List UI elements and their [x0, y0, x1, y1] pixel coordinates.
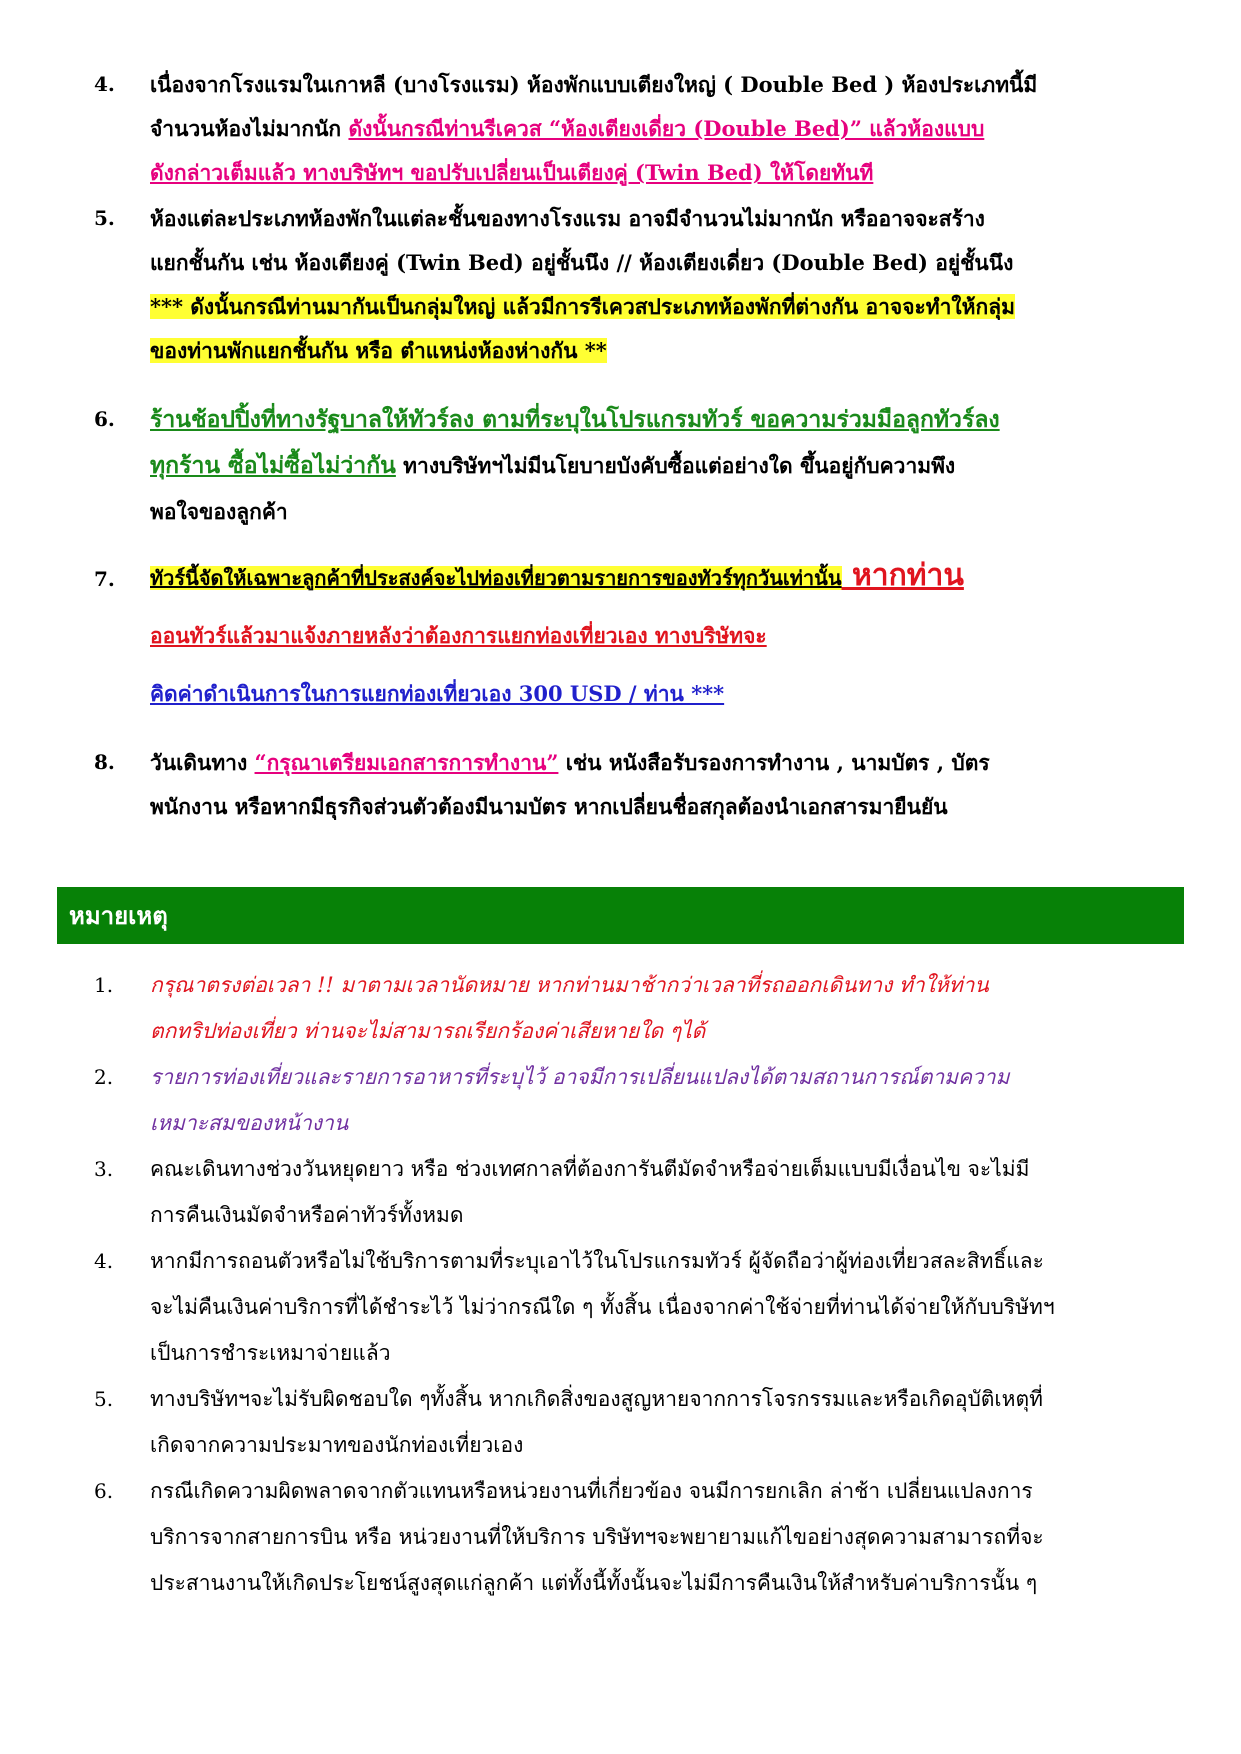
- highlighted-text: ทัวร์นี้จัดให้เฉพาะลูกค้าที่ประสงค์จะไปท่องเที่ยวตามรายการของทัวร์ทุกวันเท่านั้น: [150, 566, 842, 590]
- item-line: ดังกล่าวเต็มแล้ว ทางบริษัทฯ ขอปรับเปลี่ยนเป็นเตียงคู่ (Twin Bed) ให้โดยทันที: [150, 160, 874, 185]
- highlighted-text: ดังนั้นกรณีท่านรีเควส “ห้องเตียงเดี่ยว (Double Bed)” แล้วห้องแบบ: [348, 116, 985, 141]
- remark-item-5: [94, 1376, 1194, 1468]
- item-number: 5.: [94, 1387, 114, 1411]
- remark-item-2: [94, 1054, 1194, 1146]
- condition-item-5: [94, 196, 1194, 376]
- condition-item-7: [94, 545, 1194, 725]
- remark-item-3: [94, 1146, 1194, 1238]
- item-number: 3.: [94, 1157, 114, 1181]
- item-line: คิดค่าดำเนินการในการแยกท่องเที่ยวเอง 300 USD / ท่าน ***: [150, 681, 725, 706]
- highlighted-text: ของท่านพักแยกชั้นกัน หรือ ตำแหน่งห้องห่างกัน **: [150, 338, 607, 363]
- item-line: บริการจากสายการบิน หรือ หน่วยงานที่ให้บริการ บริษัทฯจะพยายามแก้ไขอย่างสุดความสามารถที่จะ: [150, 1525, 1044, 1549]
- item-text: ทางบริษัทฯไม่มีนโยบายบังคับซื้อแต่อย่างใด ขึ้นอยู่กับความพึง: [395, 453, 956, 478]
- item-number: 8.: [94, 750, 115, 774]
- highlighted-text: *** ดังนั้นกรณีท่านมากันเป็นกลุ่มใหญ่ แล้วมีการรีเควสประเภทห้องพักที่ต่างกัน อาจจะทำให้กลุ่ม: [150, 294, 1015, 319]
- item-line: กรุณาตรงต่อเวลา !! มาตามเวลานัดหมาย หากท่านมาช้ากว่าเวลาที่รถออกเดินทาง ทำให้ท่าน: [150, 973, 989, 997]
- item-line: ออนทัวร์แล้วมาแจ้งภายหลังว่าต้องการแยกท่องเที่ยวเอง ทางบริษัทจะ: [150, 623, 767, 648]
- item-text: เช่น หนังสือรับรองการทำงาน , นามบัตร , บัตร: [558, 750, 990, 775]
- item-line: [150, 397, 1192, 443]
- item-line: เป็นการชำระเหมาจ่ายแล้ว: [150, 1341, 391, 1365]
- remarks-header: [57, 887, 1184, 944]
- item-line: [150, 284, 1192, 330]
- item-line: พอใจของลูกค้า: [150, 499, 288, 524]
- remark-item-6: [94, 1468, 1194, 1606]
- item-line: คณะเดินทางช่วงวันหยุดยาว หรือ ช่วงเทศกาลที่ต้องการันตีมัดจำหรือจ่ายเต็มแบบมีเงื่อนไข จะไม่มี: [150, 1157, 1030, 1181]
- remark-item-1: [94, 962, 1194, 1054]
- item-line: พนักงาน หรือหากมีธุรกิจส่วนตัวต้องมีนามบัตร หากเปลี่ยนชื่อสกุลต้องนำเอกสารมายืนยัน: [150, 794, 948, 819]
- item-line: ทางบริษัทฯจะไม่รับผิดชอบใด ๆทั้งสิ้น หากเกิดสิ่งของสูญหายจากการโจรกรรมและหรือเกิดอุบัติเหตุที่: [150, 1387, 1043, 1411]
- item-line: เนื่องจากโรงแรมในเกาหลี (บางโรงแรม) ห้องพักแบบเตียงใหญ่ ( Double Bed ) ห้องประเภทนี้มี: [150, 72, 1038, 97]
- item-line: [150, 443, 1192, 489]
- item-text: วันเดินทาง: [150, 750, 255, 775]
- item-number: 2.: [94, 1065, 114, 1089]
- item-number: 1.: [94, 973, 114, 997]
- item-number: 4.: [94, 72, 115, 96]
- item-number: 4.: [94, 1249, 114, 1273]
- item-line: เกิดจากความประมาทของนักท่องเที่ยวเอง: [150, 1433, 524, 1457]
- condition-item-4: [94, 62, 1194, 202]
- item-number: 7.: [94, 567, 115, 591]
- item-line: แยกชั้นกัน เช่น ห้องเตียงคู่ (Twin Bed) อยู่ชั้นนึง // ห้องเตียงเดี่ยว (Double Bed) อยู่ชั้นนึง: [150, 250, 1014, 275]
- item-number: 6.: [94, 407, 115, 431]
- item-line: [150, 740, 1192, 786]
- condition-item-6: [94, 397, 1194, 537]
- item-line: รายการท่องเที่ยวและรายการอาหารที่ระบุไว้ อาจมีการเปลี่ยนแปลงได้ตามสถานการณ์ตามความ: [150, 1065, 1010, 1089]
- item-number: 5.: [94, 206, 115, 230]
- condition-item-8: [94, 740, 1194, 840]
- item-line: [150, 106, 1192, 152]
- item-number: 6.: [94, 1479, 114, 1503]
- item-line: ประสานงานให้เกิดประโยชน์สูงสุดแก่ลูกค้า แต่ทั้งนี้ทั้งนั้นจะไม่มีการคืนเงินให้สำหรับค่าบริการนั้น ๆ: [150, 1571, 1038, 1595]
- highlighted-text: ทุกร้าน ซื้อไม่ซื้อไม่ว่ากัน: [150, 452, 396, 479]
- item-line: [150, 328, 1192, 374]
- item-line: หากมีการถอนตัวหรือไม่ใช้บริการตามที่ระบุเอาไว้ในโปรแกรมทัวร์ ผู้จัดถือว่าผู้ท่องเที่ยวสละสิทธิ์และ: [150, 1249, 1044, 1273]
- item-line: การคืนเงินมัดจำหรือค่าทัวร์ทั้งหมด: [150, 1203, 464, 1227]
- item-line: จะไม่คืนเงินค่าบริการที่ได้ชำระไว้ ไม่ว่ากรณีใด ๆ ทั้งสิ้น เนื่องจากค่าใช้จ่ายที่ท่านได้จ่ายให้กับบริษัทฯ: [150, 1295, 1055, 1319]
- item-line: [150, 547, 1192, 607]
- item-line: ห้องแต่ละประเภทห้องพักในแต่ละชั้นของทางโรงแรม อาจมีจำนวนไม่มากนัก หรืออาจจะสร้าง: [150, 206, 985, 231]
- item-line: เหมาะสมของหน้างาน: [150, 1111, 349, 1135]
- remarks-title: หมายเหตุ: [69, 901, 168, 930]
- emphasis-text: หากท่าน: [841, 558, 964, 593]
- highlighted-text: “กรุณาเตรียมเอกสารการทำงาน”: [254, 750, 559, 775]
- item-line: ตกทริปท่องเที่ยว ท่านจะไม่สามารถเรียกร้องค่าเสียหายใด ๆได้: [150, 1019, 706, 1043]
- remark-item-4: [94, 1238, 1194, 1376]
- item-line: กรณีเกิดความผิดพลาดจากตัวแทนหรือหน่วยงานที่เกี่ยวข้อง จนมีการยกเลิก ล่าช้า เปลี่ยนแปลงการ: [150, 1479, 1033, 1503]
- item-text: จำนวนห้องไม่มากนัก: [150, 116, 349, 141]
- highlighted-text: ร้านช้อปปิ้งที่ทางรัฐบาลให้ทัวร์ลง ตามที่ระบุในโปรแกรมทัวร์ ขอความร่วมมือลูกทัวร์ลง: [150, 406, 1000, 433]
